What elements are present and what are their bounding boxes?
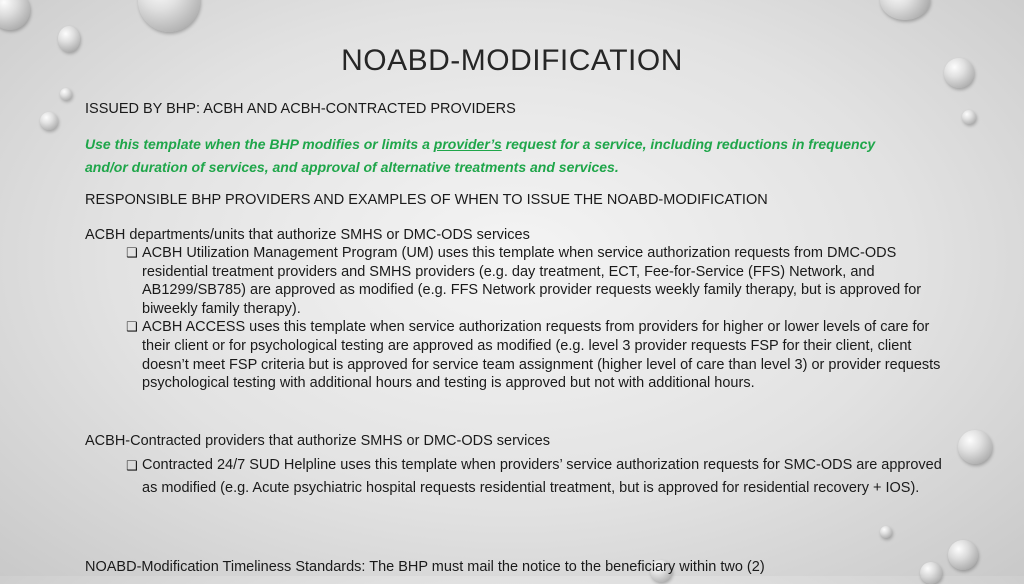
water-drop-decoration (958, 430, 992, 464)
list-item (126, 454, 956, 500)
bullet-text: ACBH ACCESS uses this template when service authorization requests from providers for higher or lower levels of care for their client or for psychological testing are approved as modified (e.g. level 3 provider requests FSP for their client, client doesn’t meet FSP criteria but is approved for service team assignment (higher level of care than level 3) or provider requests psychological testing with additional hours and testing is approved but not with additional hours. (142, 319, 941, 392)
acbh-bullet-list (126, 244, 956, 393)
water-drop-decoration (138, 0, 200, 32)
instruction-line-2: and/or duration of services, and approval of alternative treatments and services. (85, 159, 619, 175)
instruction-line-1 (85, 136, 875, 152)
acbh-section-heading: ACBH departments/units that authorize SMHS or DMC-ODS services (85, 227, 530, 243)
water-drop-decoration (60, 88, 72, 100)
list-item (126, 318, 956, 392)
instruction-text: Use this template when the BHP modifies or limits a (85, 136, 434, 152)
water-drop-decoration (880, 0, 930, 20)
checkbox-bullet-icon: ❑ (126, 458, 138, 473)
contracted-section-heading: ACBH-Contracted providers that authorize SMHS or DMC-ODS services (85, 433, 550, 449)
contracted-bullet-list (126, 454, 956, 500)
provider-link: provider’s (433, 136, 502, 152)
bullet-text: Contracted 24/7 SUD Helpline uses this template when providers’ service authorization requests for SMC-ODS are approved as modified (e.g. Acute psychiatric hospital requests residential treatment, but is approved for residential recovery + IOS). (142, 457, 942, 496)
checkbox-bullet-icon: ❑ (126, 319, 138, 335)
responsible-heading: RESPONSIBLE BHP PROVIDERS AND EXAMPLES OF WHEN TO ISSUE THE NOABD-MODIFICATION (85, 192, 768, 208)
water-drop-decoration (880, 526, 892, 538)
water-drop-decoration (0, 0, 30, 30)
water-drop-decoration (948, 540, 978, 570)
page-title: NOABD-MODIFICATION (341, 44, 683, 77)
bullet-text: ACBH Utilization Management Program (UM) uses this template when service authorization requests from DMC-ODS residential treatment providers and SMHS providers (e.g. day treatment, ECT, Fee-for-Service (FFS) Network, and AB1299/SB785) are approved as modified (e.g. FFS Network provider requests weekly family therapy, but is approved for biweekly family therapy). (142, 245, 922, 317)
instruction-text: request for a service, including reductions in frequency (501, 136, 876, 152)
water-drop-decoration (40, 112, 58, 130)
water-drop-decoration (962, 110, 976, 124)
water-drop-decoration (920, 562, 942, 584)
timeliness-line: NOABD-Modification Timeliness Standards: The BHP must mail the notice to the beneficiary within two (2) (85, 559, 765, 575)
checkbox-bullet-icon: ❑ (126, 245, 138, 260)
issued-by-line: ISSUED BY BHP: ACBH AND ACBH-CONTRACTED PROVIDERS (85, 101, 516, 117)
list-item (126, 244, 956, 318)
